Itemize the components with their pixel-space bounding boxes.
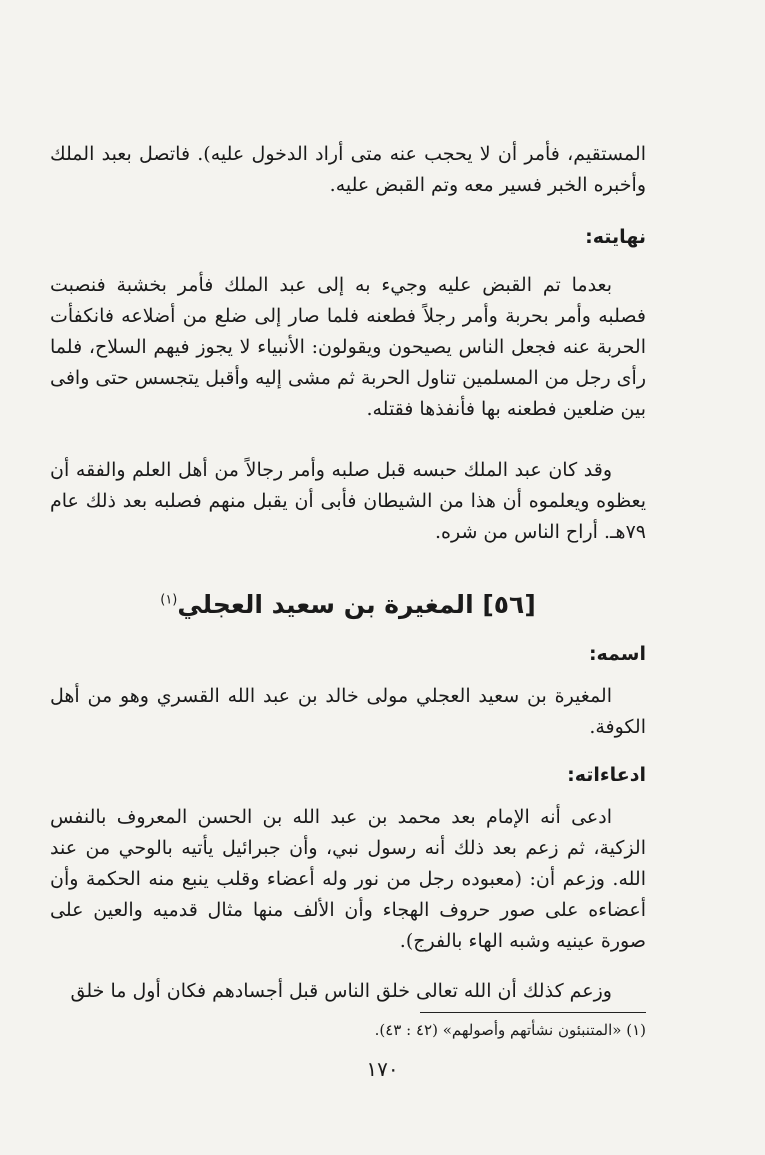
nihayatuh-paragraph-2: وقد كان عبد الملك حبسه قبل صلبه وأمر رجالاً من أهل العلم والفقه أن يعظوه ويعلموه أن هذا من الشيطان فأبى أن يقبل منهم فصلبه بعد ذلك عام ٧٩هـ. أراح الناس من شره. — [50, 459, 646, 543]
intro-block — [50, 139, 646, 201]
ismuh-heading: اسمه: — [588, 643, 646, 665]
nihayatuh-section — [50, 226, 646, 248]
footnote-divider — [420, 1012, 646, 1013]
footnote: (١) «المتنبئون نشأتهم وأصولهم» (٤٢ : ٤٣). — [374, 1021, 646, 1039]
footnote-marker: (١) — [160, 592, 178, 608]
ismuh-body — [50, 681, 646, 743]
iddiaatuh-body-2 — [50, 976, 646, 1007]
intro-paragraph: المستقيم، فأمر أن لا يحجب عنه متى أراد الدخول عليه). فاتصل بعبد الملك وأخبره الخبر فسير معه وتم القبض عليه. — [50, 143, 646, 196]
iddiaatuh-section — [50, 764, 646, 786]
page-number: ١٧٠ — [366, 1057, 399, 1081]
ismuh-section — [50, 643, 646, 665]
nihayatuh-paragraph-1: بعدما تم القبض عليه وجيء به إلى عبد الملك فأمر بخشبة فنصبت فصلبه وأمر بحربة وأمر رجلاً فطعنه فلما صار إلى ضلع من أضلاعه فانكفأت الحربة عنه فجعل الناس يصيحون ويقولون: الأنبياء لا يجوز فيهم السلاح، فلما رأى رجل من المسلمين تناول الحربة ثم مشى إليه وأقبل يتجسس حتى وافى بين ضلعين فطعنه بها فأنفذها فقتله. — [50, 274, 646, 420]
nihayatuh-body — [50, 270, 646, 425]
iddiaatuh-paragraph-1: ادعى أنه الإمام بعد محمد بن عبد الله بن الحسن المعروف بالنفس الزكية، ثم زعم بعد ذلك أنه رسول نبي، وأن جبرائيل يأتيه بالوحي من عند الله. وزعم أن: (معبوده رجل من نور وله أعضاء وقلب ينبع منه الحكمة وأن أعضاءه على صور حروف الهجاء وأن الألف منها مثال قدميه والعين على صورة عينيه وشبه الهاء بالفرج). — [50, 806, 646, 952]
iddiaatuh-body — [50, 802, 646, 957]
section-title — [50, 590, 646, 619]
iddiaatuh-paragraph-2: وزعم كذلك أن الله تعالى خلق الناس قبل أجسادهم فكان أول ما خلق — [70, 980, 612, 1002]
nihayatuh-body-2 — [50, 455, 646, 548]
iddiaatuh-heading: ادعاءاته: — [567, 764, 646, 786]
nihayatuh-heading: نهايته: — [585, 226, 646, 248]
section-title-text: [٥٦] المغيرة بن سعيد العجلي — [177, 590, 536, 619]
ismuh-paragraph: المغيرة بن سعيد العجلي مولى خالد بن عبد الله القسري وهو من أهل الكوفة. — [50, 685, 646, 738]
